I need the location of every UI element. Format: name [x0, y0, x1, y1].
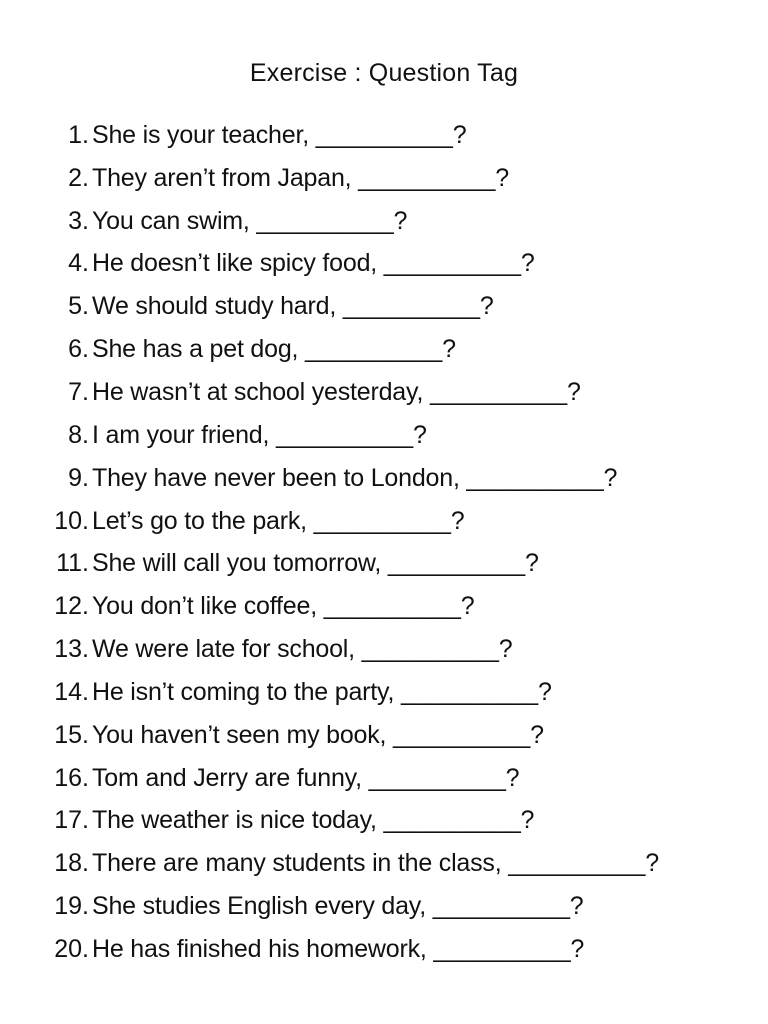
question-text: We were late for school, __________? [92, 635, 513, 664]
question-text: You don’t like coffee, __________? [92, 592, 475, 621]
question-text: Tom and Jerry are funny, __________? [92, 763, 520, 792]
question-item [0, 200, 768, 243]
question-item [0, 542, 768, 585]
question-text: He has finished his homework, __________? [92, 934, 585, 963]
question-number: 11. [56, 549, 89, 578]
question-text: Let’s go to the park, __________? [92, 506, 465, 535]
question-number: 2. [68, 163, 89, 192]
question-item [0, 500, 768, 543]
question-list [0, 114, 768, 971]
question-number: 8. [68, 420, 89, 449]
question-number: 20. [54, 934, 89, 963]
question-text: We should study hard, __________? [92, 292, 494, 321]
question-item [0, 371, 768, 414]
question-item [0, 243, 768, 286]
question-number: 1. [68, 120, 89, 149]
question-text: I am your friend, __________? [92, 420, 427, 449]
question-text: There are many students in the class, __________? [92, 849, 659, 878]
question-item [0, 671, 768, 714]
question-item [0, 714, 768, 757]
page-title: Exercise : Question Tag [249, 59, 519, 87]
question-text: You can swim, __________? [92, 206, 408, 235]
question-item [0, 628, 768, 671]
question-text: The weather is nice today, __________? [92, 806, 535, 835]
question-number: 10. [54, 506, 89, 535]
question-text: He doesn’t like spicy food, __________? [92, 249, 535, 278]
question-item [0, 800, 768, 843]
question-number: 5. [68, 292, 89, 321]
question-number: 18. [54, 849, 89, 878]
question-text: He isn’t coming to the party, __________? [92, 677, 552, 706]
question-item [0, 885, 768, 928]
question-number: 9. [68, 463, 89, 492]
question-item [0, 114, 768, 157]
question-text: They aren’t from Japan, __________? [92, 163, 509, 192]
question-item [0, 457, 768, 500]
question-text: They have never been to London, __________? [92, 463, 618, 492]
question-text: He wasn’t at school yesterday, __________? [92, 377, 581, 406]
question-number: 17. [54, 806, 89, 835]
question-number: 13. [54, 635, 89, 664]
question-item [0, 585, 768, 628]
question-text: She studies English every day, __________? [92, 892, 584, 921]
question-number: 6. [68, 335, 89, 364]
question-number: 19. [54, 892, 89, 921]
question-item [0, 757, 768, 800]
question-item [0, 285, 768, 328]
question-item [0, 157, 768, 200]
question-number: 14. [54, 677, 89, 706]
question-item [0, 414, 768, 457]
question-number: 16. [54, 763, 89, 792]
question-item [0, 328, 768, 371]
question-text: She is your teacher, __________? [92, 120, 467, 149]
question-number: 4. [68, 249, 89, 278]
question-text: You haven’t seen my book, __________? [92, 720, 544, 749]
question-item [0, 928, 768, 971]
question-number: 15. [54, 720, 89, 749]
question-number: 12. [54, 592, 89, 621]
question-number: 7. [68, 377, 89, 406]
question-text: She has a pet dog, __________? [92, 335, 456, 364]
question-item [0, 842, 768, 885]
question-number: 3. [68, 206, 89, 235]
question-text: She will call you tomorrow, __________? [92, 549, 539, 578]
